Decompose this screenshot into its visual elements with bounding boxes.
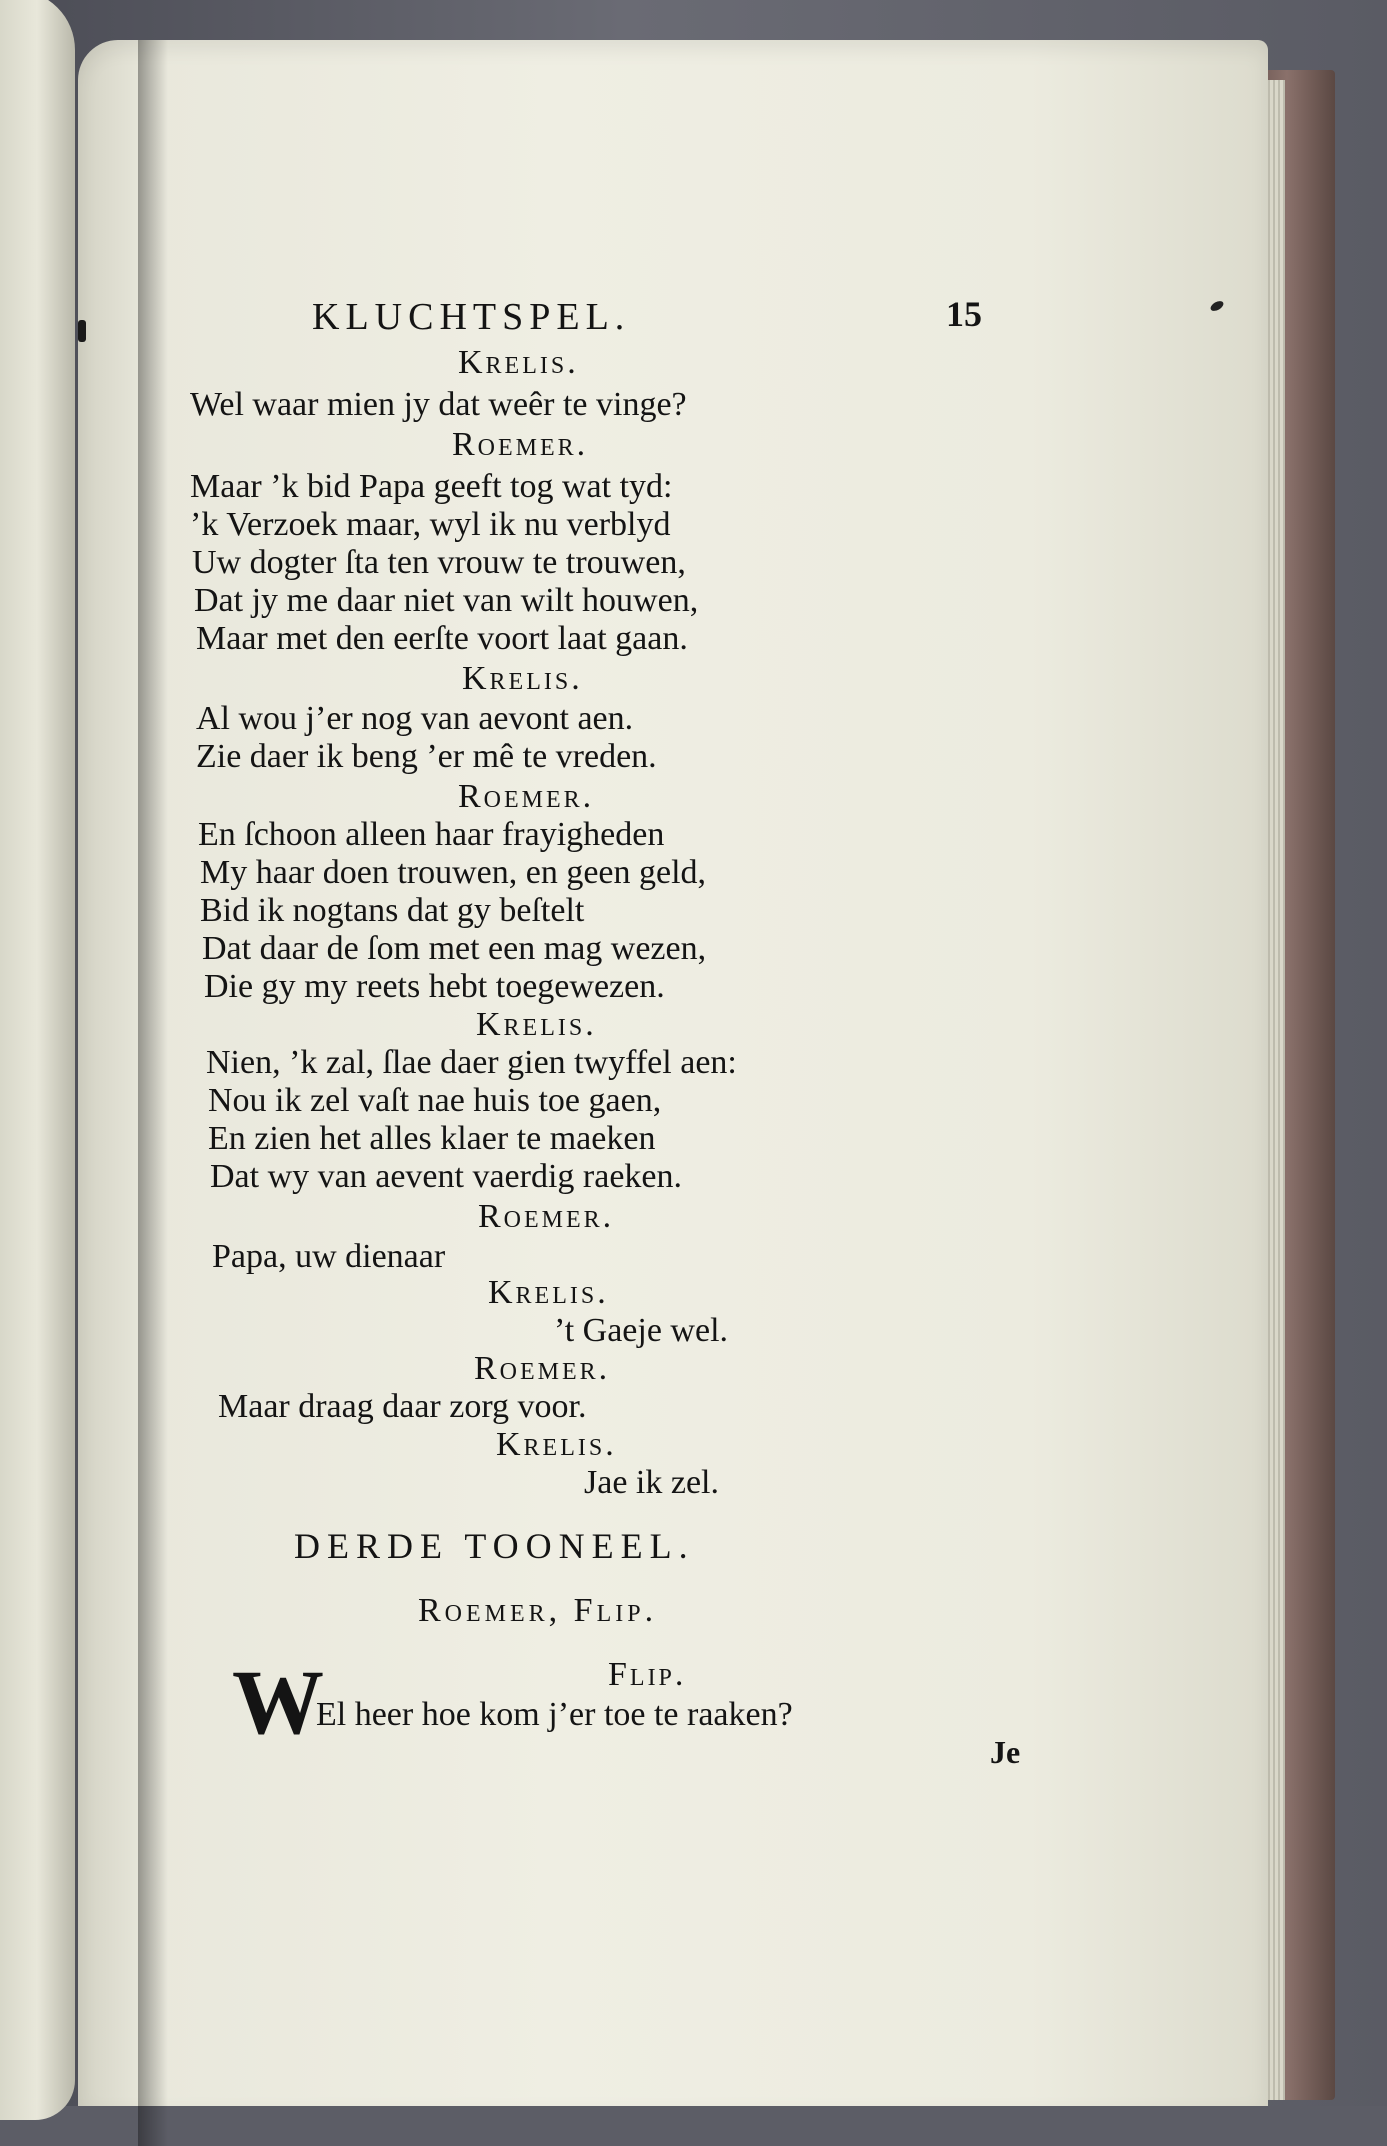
scene-heading: DERDE TOONEEL.	[294, 1526, 695, 1566]
speaker-label: Krelis.	[476, 1006, 597, 1043]
verse-line: Dat daar de ſom met een mag wezen,	[202, 930, 707, 967]
verse-line: Zie daer ik beng ’er mê te vreden.	[196, 738, 657, 775]
verse-line: Jae ik zel.	[584, 1464, 719, 1501]
verse-line: Papa, uw dienaar	[212, 1238, 446, 1275]
verse-line: ’t Gaeje wel.	[554, 1312, 729, 1349]
scene-cast: Roemer, Flip.	[418, 1592, 658, 1629]
speaker-label: Krelis.	[488, 1274, 609, 1311]
gutter-mark	[78, 320, 86, 342]
verse-line: En ſchoon alleen haar frayigheden	[198, 816, 665, 853]
verse-line: Maar ’k bid Papa geeft tog wat tyd:	[190, 468, 673, 505]
verse-line: En zien het alles klaer te maeken	[208, 1120, 656, 1157]
verse-line: Die gy my reets hebt toegewezen.	[204, 968, 665, 1005]
verse-line: Wel waar mien jy dat weêr te vinge?	[190, 386, 687, 423]
verse-line: Dat wy van aevent vaerdig raeken.	[210, 1158, 682, 1195]
verse-line: My haar doen trouwen, en geen geld,	[200, 854, 707, 891]
verse-line: Nou ik zel vaſt nae huis toe gaen,	[208, 1082, 662, 1119]
gutter-shadow	[138, 40, 168, 2146]
speaker-label: Flip.	[608, 1656, 687, 1693]
verse-line: Maar draag daar zorg voor.	[218, 1388, 587, 1425]
speaker-label: Krelis.	[462, 660, 583, 697]
drop-capital: W	[232, 1651, 324, 1753]
verse-line: Nien, ’k zal, ſlae daer gien twyffel aen:	[206, 1044, 737, 1081]
catchword: Je	[990, 1734, 1021, 1770]
speaker-label: Roemer.	[474, 1350, 611, 1387]
verse-line: Bid ik nogtans dat gy beſtelt	[200, 892, 585, 929]
speaker-label: Roemer.	[452, 426, 589, 463]
speaker-label: Krelis.	[458, 344, 579, 381]
verse-line: Al wou j’er nog van aevont aen.	[196, 700, 634, 737]
left-page-curl	[0, 0, 75, 2120]
speaker-label: Roemer.	[458, 778, 595, 815]
speaker-label: Roemer.	[478, 1198, 615, 1235]
verse-line: Uw dogter ſta ten vrouw te trouwen,	[192, 544, 686, 581]
verse-line: ’k Verzoek maar, wyl ik nu verblyd	[190, 506, 671, 543]
running-title: KLUCHTSPEL.	[312, 296, 631, 338]
speaker-label: Krelis.	[496, 1426, 617, 1463]
ink-speck	[1209, 299, 1225, 313]
page-number: 15	[946, 294, 982, 334]
verse-line: Maar met den eerſte voort laat gaan.	[196, 620, 688, 657]
verse-line: El heer hoe kom j’er toe te raaken?	[316, 1696, 793, 1733]
verse-line: Dat jy me daar niet van wilt houwen,	[194, 582, 699, 619]
